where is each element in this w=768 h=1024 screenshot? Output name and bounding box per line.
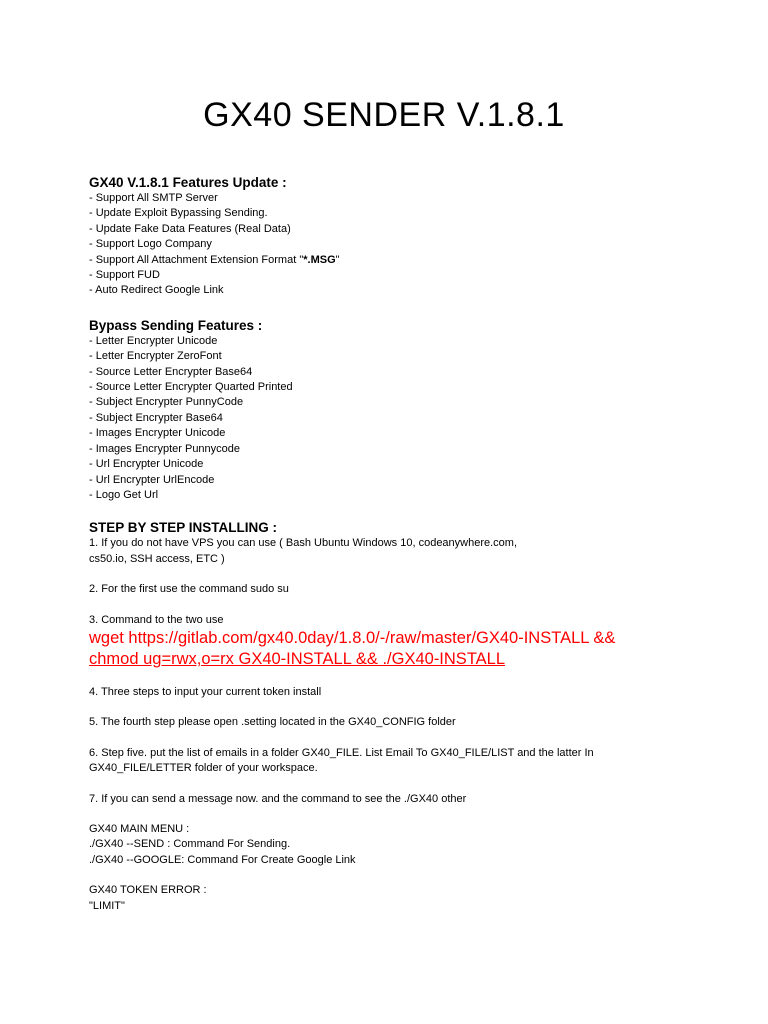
step-6: 6. Step five. put the list of emails in a folder GX40_FILE. List Email To GX40_FILE/LIST and the latter In	[89, 746, 594, 759]
token-error-item: "LIMIT"	[89, 899, 125, 912]
install-command-line-1: wget https://gitlab.com/gx40.0day/1.8.0/-/raw/master/GX40-INSTALL &&	[89, 628, 616, 647]
bypass-heading: Bypass Sending Features :	[89, 317, 263, 333]
main-menu-item: ./GX40 --SEND : Command For Sending.	[89, 838, 291, 851]
step-1: 1. If you do not have VPS you can use ( Bash Ubuntu Windows 10, codeanywhere.com,	[89, 537, 518, 550]
step-4: 4. Three steps to input your current token install	[89, 685, 322, 698]
page-title: GX40 SENDER V.1.8.1	[203, 96, 565, 134]
bypass-item: - Subject Encrypter Base64	[89, 411, 223, 424]
bypass-item: - Source Letter Encrypter Quarted Printed	[89, 381, 293, 394]
step-2: 2. For the first use the command sudo su	[89, 583, 289, 596]
main-menu-item: ./GX40 --GOOGLE: Command For Create Google Link	[89, 853, 356, 866]
bypass-item: - Letter Encrypter Unicode	[89, 334, 218, 347]
feature-item: - Support FUD	[89, 269, 160, 282]
bypass-item: - Url Encrypter UrlEncode	[89, 473, 215, 486]
step-1-continued: cs50.io, SSH access, ETC )	[89, 552, 225, 565]
bypass-item: - Url Encrypter Unicode	[89, 458, 204, 471]
bypass-item: - Images Encrypter Unicode	[89, 427, 226, 440]
feature-item: - Support All SMTP Server	[89, 192, 218, 204]
step-7: 7. If you can send a message now. and the command to see the ./GX40 other	[89, 792, 467, 805]
attachment-suffix: "	[335, 253, 340, 266]
feature-item: - Auto Redirect Google Link	[89, 284, 224, 297]
step-3: 3. Command to the two use	[89, 613, 224, 626]
install-command-line-2: chmod ug=rwx,o=rx GX40-INSTALL && ./GX40-INSTALL	[89, 649, 506, 668]
attachment-format: *.MSG	[303, 253, 336, 266]
bypass-item: - Images Encrypter Punnycode	[89, 442, 241, 455]
main-menu-heading: GX40 MAIN MENU :	[89, 822, 190, 835]
bypass-section	[89, 317, 728, 503]
attachment-prefix: - Support All Attachment Extension Format "	[89, 253, 304, 266]
bypass-item: - Subject Encrypter PunnyCode	[89, 396, 244, 409]
feature-item: - Update Fake Data Features (Real Data)	[89, 222, 291, 235]
step-6-continued: GX40_FILE/LETTER folder of your workspace.	[89, 762, 318, 775]
features-section	[89, 174, 728, 299]
feature-item: - Support Logo Company	[89, 238, 212, 251]
token-error-heading: GX40 TOKEN ERROR :	[89, 884, 207, 897]
feature-item-attachment	[89, 253, 728, 268]
bypass-item: - Logo Get Url	[89, 488, 159, 501]
bypass-item: - Letter Encrypter ZeroFont	[89, 350, 222, 363]
features-heading: GX40 V.1.8.1 Features Update :	[89, 175, 287, 190]
install-steps-section	[89, 519, 728, 914]
step-5: 5. The fourth step please open .setting located in the GX40_CONFIG folder	[89, 716, 456, 729]
feature-item: - Update Exploit Bypassing Sending.	[89, 207, 268, 220]
steps-heading: STEP BY STEP INSTALLING :	[89, 520, 278, 536]
bypass-item: - Source Letter Encrypter Base64	[89, 365, 253, 378]
